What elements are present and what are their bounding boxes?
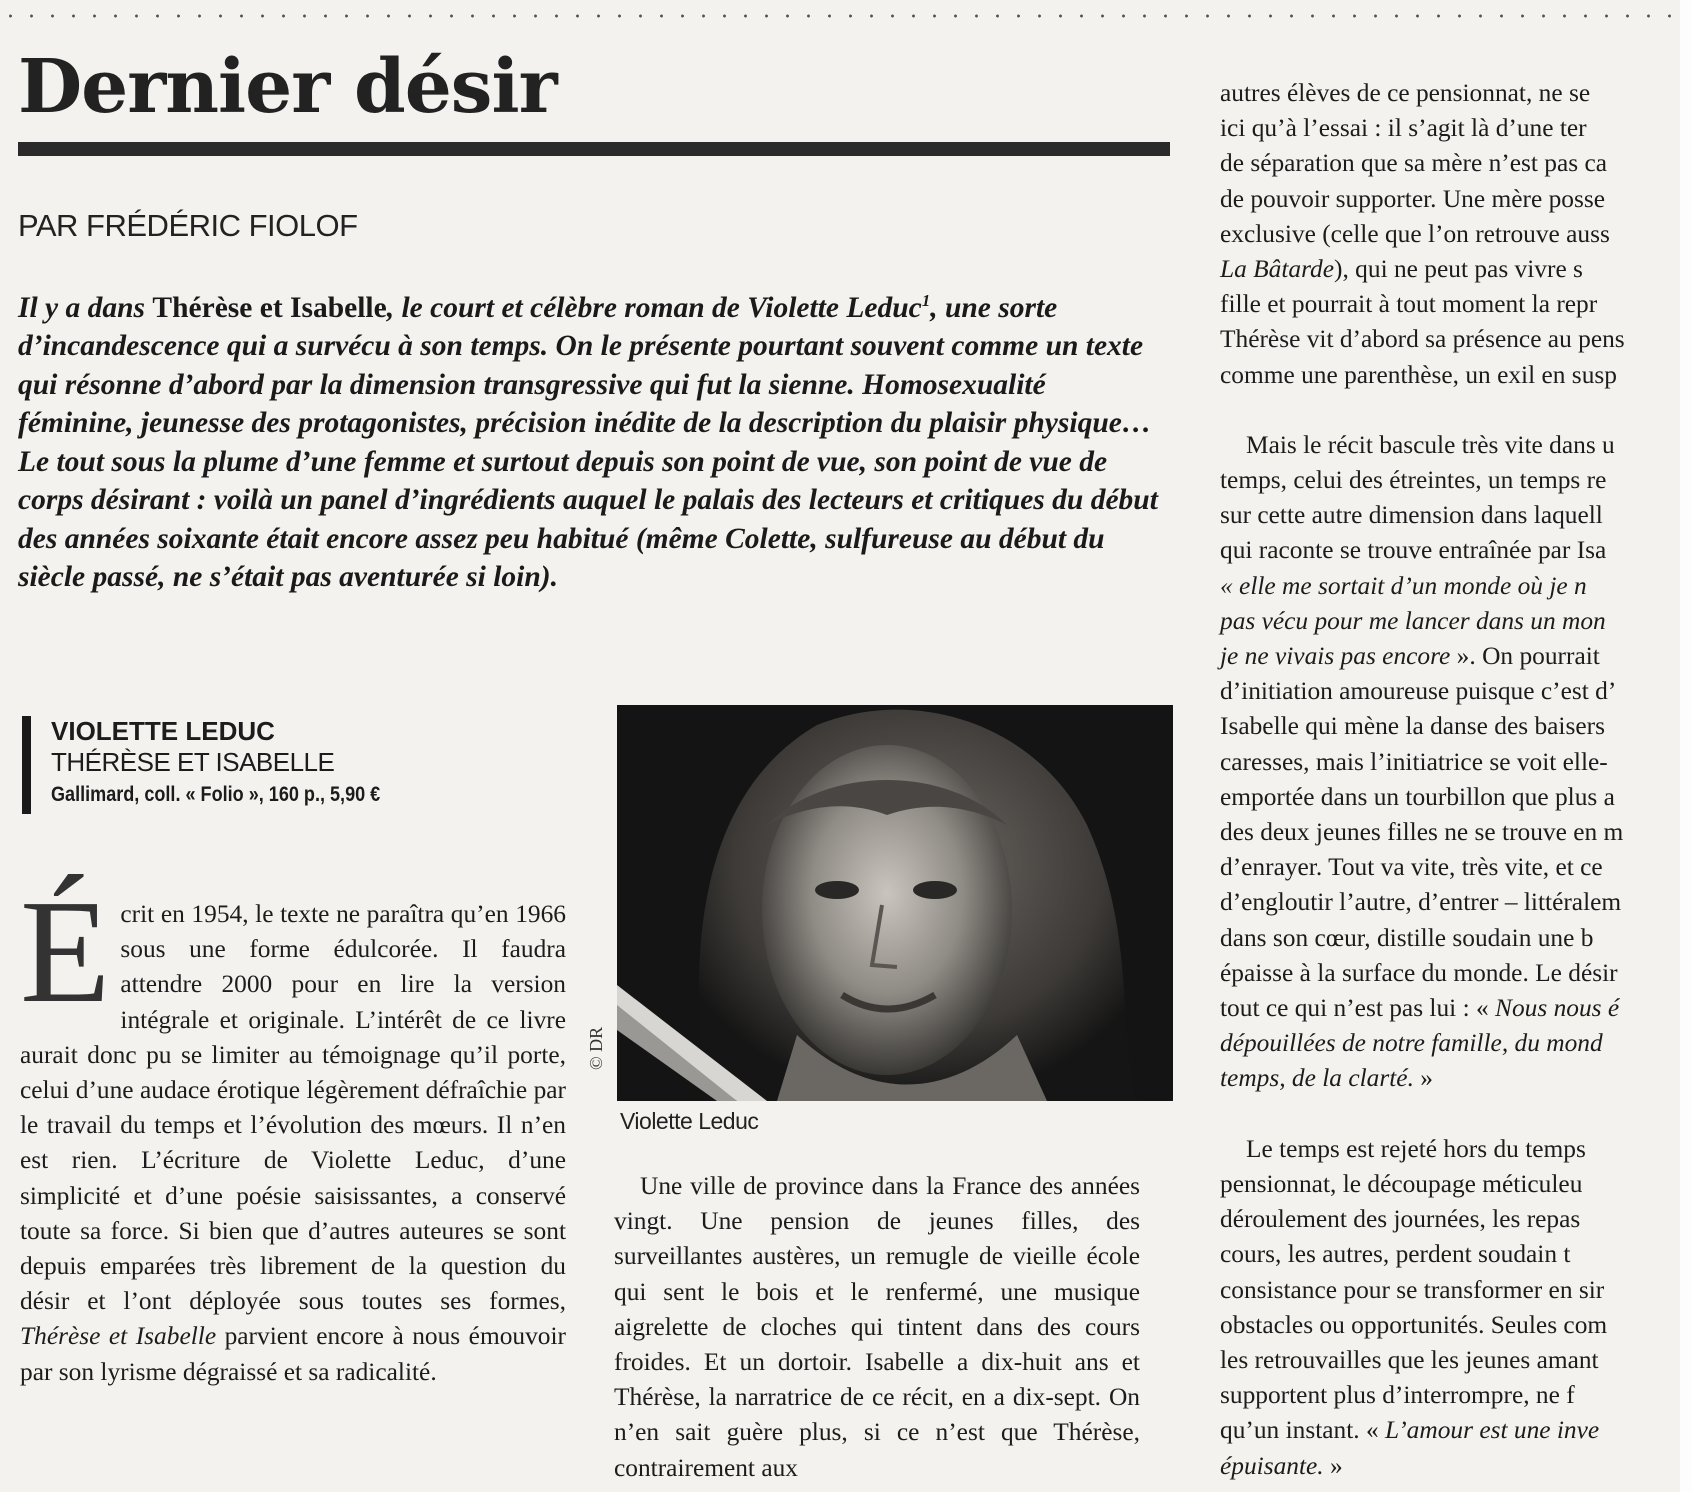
portrait-image	[617, 705, 1173, 1101]
col3-text: ), qui ne peut pas vivre s	[1334, 255, 1583, 284]
col3-line: Le temps est rejeté hors du temps	[1246, 1134, 1586, 1163]
dropcap: É	[20, 870, 111, 1034]
col3-italic: dépouillées de notre famille, du mond	[1220, 1029, 1603, 1058]
paragraph-gap	[1220, 393, 1692, 428]
title-rule	[18, 142, 1170, 156]
page-edge	[1680, 0, 1692, 1492]
col3-line	[1220, 604, 1692, 639]
article-title: Dernier désir	[18, 44, 557, 130]
col3-line: temps, celui des étreintes, un temps re	[1220, 466, 1607, 495]
col3-text: qu’un instant. «	[1220, 1416, 1386, 1445]
book-reference	[22, 716, 434, 814]
column-1	[20, 870, 566, 1390]
col3-line: dans son cœur, distille soudain une b	[1220, 923, 1594, 952]
reference-author: VIOLETTE LEDUC	[51, 716, 275, 746]
col3-line: de pouvoir supporter. Une mère posse	[1220, 184, 1605, 213]
reference-publisher: Gallimard, coll. « Folio », 160 p., 5,90 €	[51, 783, 381, 806]
col3-line: d’initiation amoureuse puisque c’est d’	[1220, 677, 1617, 706]
col3-italic: épuisante.	[1220, 1451, 1324, 1480]
dotted-rule-top	[0, 14, 1692, 18]
col3-line: ici qu’à l’essai : il s’agit là d’une ter	[1220, 114, 1587, 143]
col3-line: des deux jeunes filles ne se trouve en m	[1220, 818, 1624, 847]
col3-italic: L’amour est une inve	[1385, 1416, 1600, 1445]
col3-line: cours, les autres, perdent soudain t	[1220, 1240, 1571, 1269]
col3-line	[1220, 1413, 1692, 1448]
col3-line: consistance pour se transformer en sir	[1220, 1275, 1605, 1304]
col3-line: qui raconte se trouve entraînée par Isa	[1220, 536, 1607, 565]
footnote-marker: 1	[921, 291, 931, 310]
col3-text: »	[1413, 1064, 1433, 1093]
intro-paragraph	[18, 282, 1168, 597]
author-photo	[617, 705, 1173, 1101]
col3-line	[1220, 1026, 1692, 1061]
col3-line: épaisse à la surface du monde. Le désir	[1220, 958, 1618, 987]
reference-book-title: THÉRÈSE ET ISABELLE	[51, 747, 335, 777]
column-3	[1220, 76, 1692, 1484]
col3-line: autres élèves de ce pensionnat, ne se	[1220, 79, 1591, 107]
byline: PAR FRÉDÉRIC FIOLOF	[18, 208, 358, 243]
col3-line: d’engloutir l’autre, d’entrer – littéralem	[1220, 888, 1622, 917]
col3-line: Isabelle qui mène la danse des baisers	[1220, 712, 1605, 741]
col1-book-title: Thérèse et Isabelle	[20, 1322, 217, 1351]
col3-line: obstacles ou opportunités. Seules com	[1220, 1310, 1608, 1339]
col3-line: Thérèse vit d’abord sa présence au pens	[1220, 325, 1625, 354]
column-2	[614, 1169, 1140, 1486]
col3-line: de séparation que sa mère n’est pas ca	[1220, 149, 1608, 178]
photo-caption: Violette Leduc	[620, 1108, 759, 1134]
col3-italic: La Bâtarde	[1220, 255, 1335, 284]
col3-line: emportée dans un tourbillon que plus a	[1220, 782, 1615, 811]
photo-credit: © DR	[586, 1026, 606, 1070]
intro-text-2: , le court et célèbre roman de Violette Leduc	[386, 291, 922, 324]
col3-italic: « elle me sortait d’un monde où je n	[1220, 571, 1587, 600]
col3-line	[1220, 1449, 1692, 1484]
col3-text: tout ce qui n’est pas lui : «	[1220, 994, 1496, 1023]
col3-line: sur cette autre dimension dans laquell	[1220, 501, 1603, 530]
col3-paragraph-3	[1220, 1132, 1692, 1484]
col3-italic: temps, de la clarté.	[1220, 1064, 1414, 1093]
column-1-paragraph	[20, 870, 566, 1390]
intro-text-1: Il y a dans	[18, 291, 153, 324]
col3-line	[1220, 639, 1692, 674]
col3-line: comme une parenthèse, un exil en susp	[1220, 360, 1617, 389]
col1-text-b: parvient encore à nous émouvoir par son lyrisme dégraissé et sa radicalité.	[20, 1322, 566, 1386]
col3-line: d’enrayer. Tout va vite, très vite, et ce	[1220, 853, 1603, 882]
col3-line: déroulement des journées, les repas	[1220, 1205, 1581, 1234]
col3-paragraph-2	[1220, 428, 1692, 1097]
col3-line: pensionnat, le découpage méticuleu	[1220, 1169, 1583, 1198]
col3-line: caresses, mais l’initiatrice se voit elle-	[1220, 747, 1608, 776]
paragraph-gap	[1220, 1097, 1692, 1132]
col3-paragraph-1	[1220, 76, 1692, 393]
column-2-paragraph: Une ville de province dans la France des années vingt. Une pension de jeunes filles, des surveillantes austères, un remugle de vieille école qui sent le bois et le renfermé, une musique aigrelette de cloches qui tintent dans des cours froides. Et un dortoir. Isabelle a dix-huit ans et Thérèse, la narratrice de ce récit, en a dix-sept. On n’en sait guère plus, si ce n’est que Thérèse, contrairement aux	[614, 1172, 1140, 1482]
col3-italic: Nous nous é	[1495, 994, 1620, 1023]
col3-italic: pas vécu pour me lancer dans un mon	[1220, 606, 1606, 635]
col3-line	[1220, 991, 1692, 1026]
intro-text-3: , une sorte d’incandescence qui a survécu à son temps. On le présente pourtant souvent comme un texte qui résonne d’abord par la dimension transgressive qui fut la sienne. Homosexualité féminine, jeunesse des protagonistes, précision inédite de la description du plaisir physique… Le tout sous la plume d’une femme et surtout depuis son point de vue, son point de vue de corps désirant : voilà un panel d’ingrédients auquel le palais des lecteurs et critiques du début des années soixante était encore assez peu habitué (même Colette, sulfureuse au début du siècle passé, ne s’était pas aventurée si loin).	[18, 291, 1158, 594]
col3-line: les retrouvailles que les jeunes amant	[1220, 1345, 1599, 1374]
col3-line	[1220, 569, 1692, 604]
col3-line: exclusive (celle que l’on retrouve auss	[1220, 219, 1610, 248]
col3-line	[1220, 1061, 1692, 1096]
col3-line: fille et pourrait à tout moment la repr	[1220, 290, 1598, 319]
intro-book-title: Thérèse et Isabelle	[152, 291, 387, 324]
col1-text-a: crit en 1954, le texte ne paraîtra qu’en 1966 sous une forme édulcorée. Il faudra attendre 2000 pour en lire la version intégrale et originale. L’intérêt de ce livre aurait donc pu se limiter au témoignage qu’il porte, celui d’une audace érotique légèrement défraîchie par le travail du temps et l’évolution des mœurs. Il n’en est rien. L’écriture de Violette Leduc, d’une simplicité et d’une poésie saisissantes, a conservé toute sa force. Si bien que d’autres auteures se sont depuis emparées très librement de la question du désir et l’ont déployée sous toutes ses formes,	[20, 900, 566, 1316]
col3-text: ». On pourrait	[1450, 642, 1600, 671]
col3-line: Mais le récit bascule très vite dans u	[1246, 430, 1615, 459]
col3-line: supportent plus d’interrompre, ne f	[1220, 1381, 1575, 1410]
col3-text: »	[1323, 1451, 1343, 1480]
col3-italic: je ne vivais pas encore	[1220, 642, 1451, 671]
col3-line	[1220, 252, 1692, 287]
